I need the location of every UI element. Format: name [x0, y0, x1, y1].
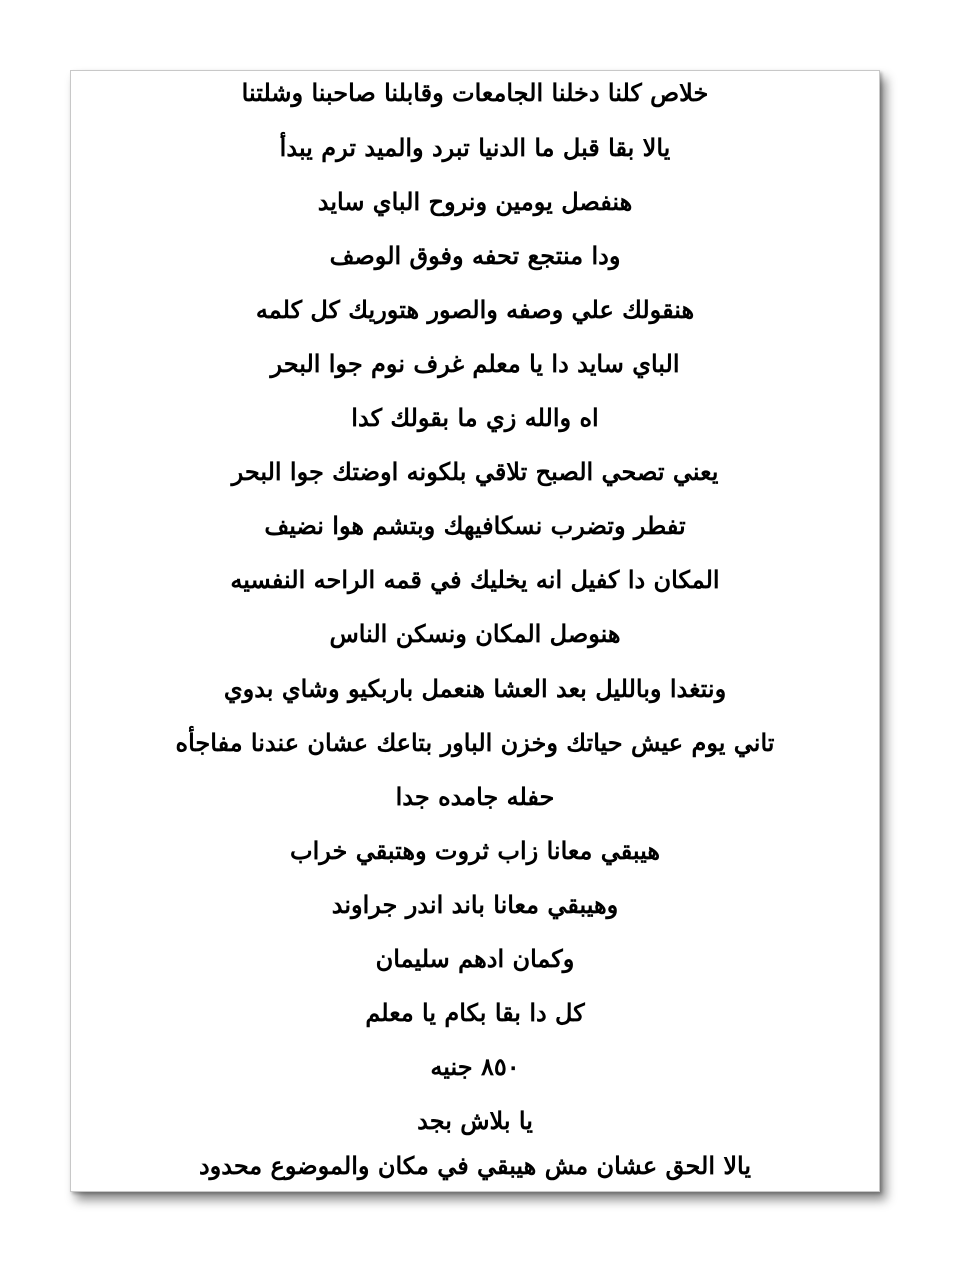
- poem-line-10: المكان دا كفيل انه يخليك في قمه الراحه النفسيه: [230, 565, 720, 594]
- poem-line-20: يا بلاش بجد: [417, 1106, 533, 1135]
- poem-line-14: حفله جامده جدا: [395, 782, 555, 811]
- poem-line-8: يعني تصحي الصبح تلاقي بلكونه اوضتك جوا البحر: [231, 457, 719, 486]
- poem-line-21: يالا الحق عشان مش هيبقي في مكان والموضوع محدود: [198, 1151, 752, 1180]
- poem-line-9: تفطر وتضرب نسكافيهك وبتشم هوا نضيف: [264, 511, 686, 540]
- poem-line-12: ونتغدا وبالليل بعد العشا هنعمل باربكيو وشاي بدوي: [223, 674, 727, 703]
- poem-line-1: خلاص كلنا دخلنا الجامعات وقابلنا صاحبنا وشلتنا: [241, 78, 709, 107]
- poem-line-5: هنقولك علي وصفه والصور هتوريك كل كلمه: [255, 295, 695, 324]
- poem-line-4: ودا منتجع تحفه وفوق الوصف: [329, 241, 621, 270]
- poem-line-19: ٨٥٠ جنيه: [430, 1052, 520, 1081]
- poem-line-16: وهيبقي معانا باند اندر جراوند: [331, 890, 619, 919]
- document-page: [70, 70, 880, 1192]
- poem-line-18: كل دا بقا بكام يا معلم: [365, 998, 585, 1027]
- poem-line-6: الباي سايد دا يا معلم غرف نوم جوا البحر: [270, 349, 680, 378]
- poem-line-2: يالا بقا قبل ما الدنيا تبرد والميد ترم يبدأ: [279, 133, 671, 162]
- poem-line-17: وكمان ادهم سليمان: [375, 944, 575, 973]
- poem-text: [71, 71, 879, 1191]
- poem-line-7: اه والله زي ما بقولك كدا: [351, 403, 599, 432]
- poem-line-15: هيبقي معانا زاب ثروت وهتبقي خراب: [290, 836, 660, 865]
- poem-line-11: هنوصل المكان ونسكن الناس: [329, 619, 621, 648]
- poem-line-3: هنفصل يومين ونروح الباي سايد: [317, 187, 633, 216]
- poem-line-13: تاني يوم عيش حياتك وخزن الباور بتاعك عشان عندنا مفاجأه: [175, 728, 775, 757]
